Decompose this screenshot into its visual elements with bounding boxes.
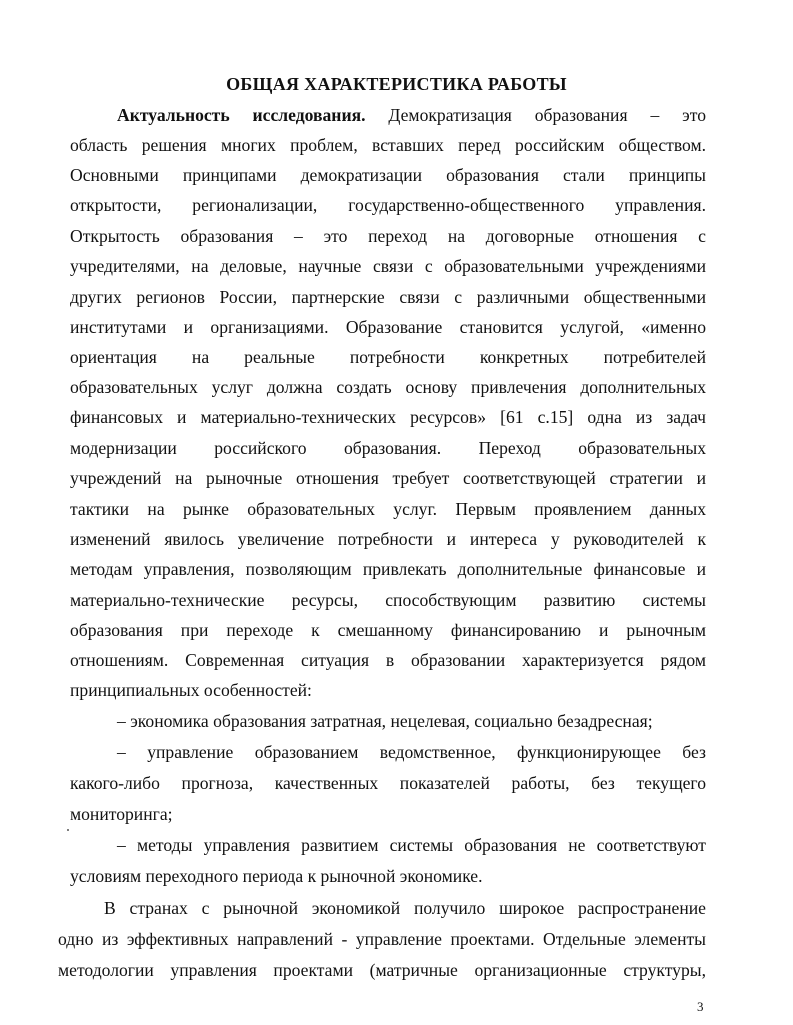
- text-line-7: других регионов России, партнерские связи с различными общественными: [70, 287, 706, 307]
- text-line-6: учредителями, на деловые, научные связи с образовательными учреждениями: [70, 256, 706, 276]
- text-line-3: Основными принципами демократизации образования стали принципы: [70, 165, 706, 185]
- text-line-28: одно из эффективных направлений - управление проектами. Отдельные элементы: [58, 929, 706, 949]
- text-line-26: условиям переходного периода к рыночной экономике.: [70, 866, 483, 886]
- page-number: 3: [697, 999, 704, 1014]
- text-line-14: тактики на рынке образовательных услуг. Первым проявлением данных: [70, 499, 706, 519]
- text-line-15: изменений явилось увеличение потребности и интереса у руководителей к: [70, 529, 706, 549]
- page-title: ОБЩАЯ ХАРАКТЕРИСТИКА РАБОТЫ: [226, 74, 567, 94]
- text-line-27: В странах с рыночной экономикой получило широкое распространение: [104, 898, 706, 918]
- text-line-9: ориентация на реальные потребности конкретных потребителей: [70, 347, 706, 367]
- text-line-18: образования при переходе к смешанному финансированию и рыночным: [70, 620, 706, 640]
- list-item-2: – управление образованием ведомственное, функционирующее без: [117, 742, 706, 762]
- scan-speck: [67, 829, 69, 831]
- text-line-1: Актуальность исследования. Демократизация образования – это: [117, 105, 706, 125]
- text-line-23: какого-либо прогноза, качественных показателей работы, без текущего: [70, 773, 706, 793]
- text-line-5: Открытость образования – это переход на договорные отношения с: [70, 226, 706, 246]
- text-line-4: открытости, регионализации, государственно-общественного управления.: [70, 195, 706, 215]
- text-line-16: методам управления, позволяющим привлекать дополнительные финансовые и: [70, 559, 706, 579]
- text-line-8: институтами и организациями. Образование становится услугой, «именно: [70, 317, 706, 337]
- section-lead: Актуальность исследования.: [117, 105, 366, 125]
- text-line-17: материально-технические ресурсы, способствующим развитию системы: [70, 590, 706, 610]
- text-line-19: отношениям. Современная ситуация в образовании характеризуется рядом: [70, 650, 706, 670]
- text-line-29: методологии управления проектами (матричные организационные структуры,: [58, 960, 706, 980]
- text-line-13: учреждений на рыночные отношения требует соответствующей стратегии и: [70, 468, 706, 488]
- text-line-10: образовательных услуг должна создать основу привлечения дополнительных: [70, 377, 706, 397]
- text-line-20: принципиальных особенностей:: [70, 680, 312, 700]
- text-line-24: мониторинга;: [70, 804, 173, 824]
- text-line-12: модернизации российского образования. Переход образовательных: [70, 438, 706, 458]
- list-item-3: – методы управления развитием системы образования не соответствуют: [117, 835, 706, 855]
- text-line-2: область решения многих проблем, вставших перед российским обществом.: [70, 135, 706, 155]
- list-item-1: – экономика образования затратная, нецелевая, социально безадресная;: [117, 711, 653, 731]
- text-line-11: финансовых и материально-технических ресурсов» [61 с.15] одна из задач: [70, 407, 706, 427]
